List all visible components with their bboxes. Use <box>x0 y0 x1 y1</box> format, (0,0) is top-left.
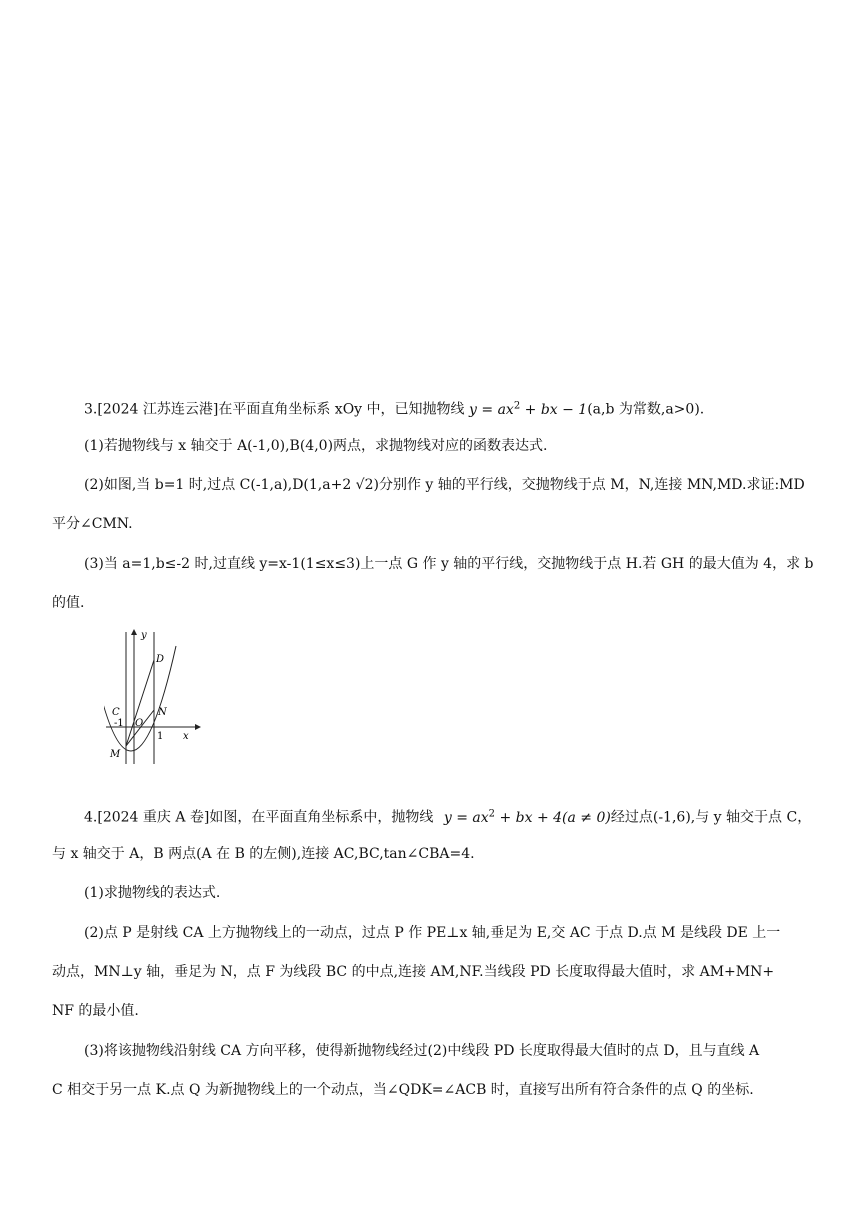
label-m: M <box>110 749 121 760</box>
p3-intro: 3.[2024 江苏连云港]在平面直角坐标系 xOy 中，已知抛物线 <box>84 401 465 418</box>
p4-line-6: NF 的最小值. <box>52 1003 139 1019</box>
label-1: 1 <box>157 731 164 742</box>
p3-line-3: (2)如图,当 b=1 时,过点 C(-1,a),D(1,a+2 √2)分别作 y 轴的平行线，交抛物线于点 M，N,连接 MN,MD.求证:MD <box>84 477 805 493</box>
parabola-curve <box>104 646 176 751</box>
p4-intro: 4.[2024 重庆 A 卷]如图，在平面直角坐标系中，抛物线 <box>84 809 434 826</box>
label-y: y <box>141 630 147 641</box>
label-o: O <box>135 718 144 729</box>
p4-formula: $y = ax^2$ + bx + 4(a ≠ 0) <box>443 808 611 826</box>
p3-line-4: 平分∠CMN. <box>52 516 133 532</box>
p3-constants: (a,b 为常数,a>0). <box>587 401 705 418</box>
p4-line-4: (2)点 P 是射线 CA 上方抛物线上的一动点，过点 P 作 PE⊥x 轴,垂足为 E,交 AC 于点 D.点 M 是线段 DE 上一 <box>84 925 781 941</box>
p4-point-info: 经过点(-1,6),与 y 轴交于点 C， <box>610 809 812 826</box>
p4-line-1 <box>84 804 811 828</box>
p3-line-2: (1)若抛物线与 x 轴交于 A(-1,0),B(4,0)两点，求抛物线对应的函数表达式. <box>84 438 548 454</box>
p3-formula: $y = ax^2$ + bx − 1 <box>469 400 588 418</box>
p4-line-5: 动点，MN⊥y 轴，垂足为 N，点 F 为线段 BC 的中点,连接 AM,NF.当线段 PD 长度取得最大值时，求 AM+MN+ <box>52 964 775 980</box>
p4-line-2: 与 x 轴交于 A，B 两点(A 在 B 的左侧),连接 AC,BC,tan∠CBA=4. <box>52 846 475 862</box>
p3-line-5: (3)当 a=1,b≤-2 时,过直线 y=x-1(1≤x≤3)上一点 G 作 y 轴的平行线，交抛物线于点 H.若 GH 的最大值为 4，求 b <box>84 556 814 572</box>
p3-line-1 <box>84 396 704 420</box>
p3-line-6: 的值. <box>52 595 85 611</box>
p4-line-8: C 相交于另一点 K.点 Q 为新抛物线上的一个动点，当∠QDK=∠ACB 时，直接写出所有符合条件的点 Q 的坐标. <box>52 1082 754 1098</box>
label-d: D <box>156 654 165 665</box>
label-neg1: -1 <box>114 718 124 729</box>
p4-line-3: (1)求抛物线的表达式. <box>84 885 221 901</box>
label-x: x <box>183 731 189 742</box>
label-n: N <box>158 707 167 718</box>
segment-md <box>126 660 154 746</box>
parabola-figure <box>104 626 214 768</box>
label-c: C <box>112 707 120 718</box>
p4-line-7: (3)将该抛物线沿射线 CA 方向平移，使得新抛物线经过(2)中线段 PD 长度取得最大值时的点 D，且与直线 A <box>84 1043 760 1059</box>
